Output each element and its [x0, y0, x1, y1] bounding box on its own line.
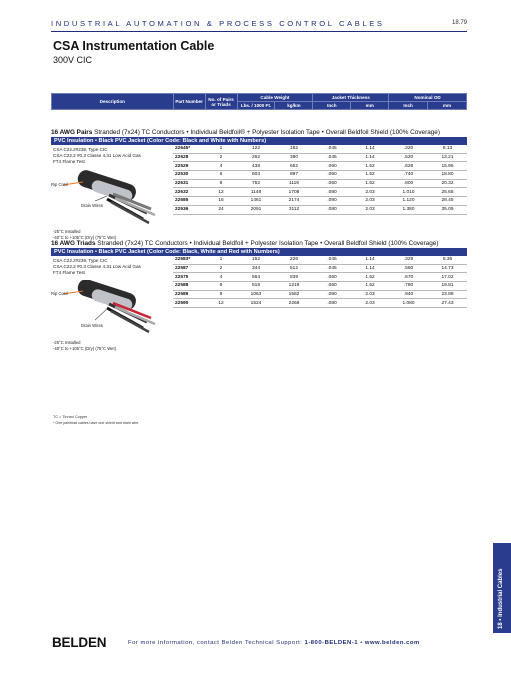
side-tab [493, 543, 511, 633]
table-cell: 1 [205, 145, 237, 153]
table-cell: 4 [205, 162, 237, 171]
table-cell: 20.32 [428, 179, 467, 188]
part-number-cell: 22587 [173, 264, 205, 273]
table-cell: 1.120 [389, 197, 428, 206]
table-cell: 1.14 [351, 256, 389, 264]
table-cell: 1148 [237, 188, 275, 197]
spec-line: CSA C22.2#239, Type CIC [53, 147, 108, 152]
spec-rows [173, 256, 467, 308]
col-jacket-inch: Inch [313, 102, 351, 110]
table-cell: 1063 [237, 290, 275, 299]
table-cell: 8.36 [428, 256, 467, 264]
table-cell: 19.81 [428, 282, 467, 291]
table-cell: 512 [275, 264, 313, 273]
table-cell: .520 [389, 153, 428, 162]
table-cell: 438 [237, 162, 275, 171]
table-cell: 2.03 [351, 197, 389, 206]
table-cell: 1 [205, 256, 237, 264]
table-cell: 564 [237, 273, 275, 282]
table-cell: .080 [313, 188, 351, 197]
table-cell: 152 [237, 256, 275, 264]
table-cell: .560 [389, 264, 428, 273]
spec-line: CSA C22.2 #0.3 Classe 4.31 Low Acid Gas [53, 153, 141, 159]
page-subtitle: 300V CIC [53, 55, 93, 65]
part-number-cell: 22628 [173, 153, 205, 162]
temperature-ratings [53, 229, 116, 240]
temp-range: -40°C to +105°C (Dry) (75°C Wet) [53, 234, 117, 240]
part-number-cell: 22536 [173, 205, 205, 214]
table-cell: 1.14 [351, 145, 389, 153]
table-cell: 652 [275, 162, 313, 171]
table-cell: 2 [205, 153, 237, 162]
temperature-ratings [53, 340, 116, 351]
spec-table-header [51, 93, 467, 110]
table-cell: 2.03 [351, 205, 389, 214]
table-cell: 25.65 [428, 188, 467, 197]
page-number: 18.79 [451, 20, 467, 26]
table-cell: 18.80 [428, 171, 467, 180]
table-cell: 8 [205, 290, 237, 299]
cable-diagram [51, 169, 171, 227]
spec-description [53, 258, 141, 277]
table-cell: 6 [205, 171, 237, 180]
table-cell: 262 [237, 153, 275, 162]
footnote: * One pair/triad cables have one shield and drain wire. [53, 421, 140, 425]
table-cell: 4 [205, 273, 237, 282]
table-cell: 1.380 [389, 205, 428, 214]
table-cell: 1.010 [389, 188, 428, 197]
table-cell: 897 [275, 171, 313, 180]
section-title-bold: 16 AWG Pairs [51, 129, 93, 136]
spec-rows-body [173, 145, 467, 214]
col-jacket-thickness: Jacket Thickness [313, 94, 389, 102]
table-cell: 2091 [237, 205, 275, 214]
section-title-bold: 16 AWG Triads [51, 240, 96, 247]
table-cell: 12 [205, 299, 237, 308]
tc-note: TC = Tinned Copper [53, 415, 88, 419]
table-cell: 122 [237, 145, 275, 153]
table-cell: .080 [313, 205, 351, 214]
table-cell: 2.03 [351, 299, 389, 308]
table-cell: 16 [205, 197, 237, 206]
table-row [173, 162, 467, 171]
table-row [173, 273, 467, 282]
table-cell: 27.43 [428, 299, 467, 308]
table-cell: 1.14 [351, 264, 389, 273]
table-cell: 23.88 [428, 290, 467, 299]
table-cell: 839 [275, 273, 313, 282]
page-title: CSA Instrumentation Cable [53, 39, 215, 53]
col-kgkm: kg/km [275, 102, 313, 110]
spec-description [53, 147, 141, 166]
header-rule [51, 31, 467, 32]
table-cell: 14.73 [428, 264, 467, 273]
spec-rows-body [173, 256, 467, 308]
cable-diagram [51, 280, 171, 338]
col-part-number: Part Number [173, 94, 205, 110]
col-pairs: No. of Pairs or Triads [205, 94, 237, 110]
table-cell: 2 [205, 264, 237, 273]
cable-drawing [63, 280, 155, 332]
table-cell: .060 [313, 273, 351, 282]
table-cell: 1.52 [351, 179, 389, 188]
drain-wires-label: Drain Wires [81, 323, 103, 328]
table-row [173, 179, 467, 188]
table-cell: 8.13 [428, 145, 467, 153]
table-cell: 1.52 [351, 162, 389, 171]
drain-wires-label: Drain Wires [81, 203, 103, 208]
table-cell: .060 [313, 282, 351, 291]
side-tab-label: 18 • Industrial Cables [498, 568, 504, 629]
table-cell: 8 [205, 179, 237, 188]
table-cell: .329 [389, 256, 428, 264]
part-number-cell: 22530 [173, 171, 205, 180]
table-row [173, 171, 467, 180]
table-cell: .320 [389, 145, 428, 153]
part-number-cell: 22588 [173, 282, 205, 291]
col-nominal-od: Nominal OD [389, 94, 467, 102]
table-row [173, 145, 467, 153]
part-number-cell: 22685 [173, 197, 205, 206]
spec-rows [173, 145, 467, 215]
table-cell: 1.52 [351, 171, 389, 180]
temp-installed: -25°C Installed [53, 340, 81, 345]
table-cell: 1.52 [351, 282, 389, 291]
footer-contact: For more information, contact Belden Technical Support: [128, 640, 305, 646]
table-cell: .800 [389, 179, 428, 188]
table-cell: 2268 [275, 299, 313, 308]
section-pairs [51, 129, 467, 240]
table-cell: 35.05 [428, 205, 467, 214]
table-cell: 390 [275, 153, 313, 162]
table-cell: 1.52 [351, 273, 389, 282]
table-cell: .940 [389, 290, 428, 299]
table-cell: .045 [313, 264, 351, 273]
footer-phone[interactable]: 1-800-BELDEN-1 [304, 640, 359, 646]
table-cell: .060 [313, 179, 351, 188]
page-header-banner: INDUSTRIAL AUTOMATION & PROCESS CONTROL CABLES [51, 19, 385, 28]
part-number-cell: 22645* [173, 145, 205, 153]
table-cell: .670 [389, 273, 428, 282]
insulation-bar: PVC Insulation • Black PVC Jacket (Color Code: Black and White with Numbers) [51, 137, 467, 145]
col-od-inch: Inch [389, 102, 428, 110]
table-cell: 12 [205, 188, 237, 197]
table-cell: 226 [275, 256, 313, 264]
table-row [173, 290, 467, 299]
spec-line: FT4 Flame Test [53, 270, 85, 276]
part-number-cell: 22631 [173, 179, 205, 188]
section-title [51, 129, 467, 137]
section-title [51, 240, 467, 248]
table-cell: .045 [313, 256, 351, 264]
table-cell: 3112 [275, 205, 313, 214]
table-cell: 1524 [237, 299, 275, 308]
table-cell: .080 [313, 290, 351, 299]
table-cell: .740 [389, 171, 428, 180]
insulation-bar: PVC Insulation • Black PVC Jacket (Color Code: Black, White and Red with Numbers) [51, 248, 467, 256]
table-cell: .780 [389, 282, 428, 291]
col-lbs: Lbs. / 1000 Ft. [237, 102, 275, 110]
table-row [173, 299, 467, 308]
section-title-rest: Stranded (7x24) TC Conductors • Individual Beldfoil + Polyester Isolation Tape • Overall Beldfoil Shield (100% Coverage) [95, 240, 439, 247]
spec-line: CSA C22.2#239, Type CIC [53, 258, 108, 263]
table-cell: 15.95 [428, 162, 467, 171]
col-od-mm: mm [428, 102, 467, 110]
table-row [173, 153, 467, 162]
table-cell: 182 [275, 145, 313, 153]
table-row [173, 256, 467, 264]
temp-installed: -25°C Installed [53, 229, 81, 234]
table-cell: 2.03 [351, 188, 389, 197]
part-number-cell: 22529 [173, 162, 205, 171]
table-cell: .080 [313, 197, 351, 206]
table-cell: 13.21 [428, 153, 467, 162]
col-cable-weight: Cable Weight [237, 94, 313, 102]
table-cell: .045 [313, 145, 351, 153]
table-cell: 344 [237, 264, 275, 273]
table-cell: 1582 [275, 290, 313, 299]
table-cell: 28.45 [428, 197, 467, 206]
col-jacket-mm: mm [351, 102, 389, 110]
table-cell: 17.02 [428, 273, 467, 282]
table-cell: .080 [313, 299, 351, 308]
spec-line: FT4 Flame Test [53, 159, 85, 165]
table-row [173, 282, 467, 291]
footer-text [128, 640, 420, 646]
table-row [173, 205, 467, 214]
table-row [173, 264, 467, 273]
table-cell: 1219 [275, 282, 313, 291]
part-number-cell: 22575 [173, 273, 205, 282]
table-row [173, 188, 467, 197]
table-cell: 24 [205, 205, 237, 214]
part-number-cell: 22632 [173, 188, 205, 197]
table-cell: 1.14 [351, 153, 389, 162]
rip-cord-label: Rip Cord [51, 291, 68, 296]
table-cell: 1119 [275, 179, 313, 188]
table-cell: .628 [389, 162, 428, 171]
belden-logo: BELDEN [52, 635, 107, 650]
table-cell: 603 [237, 171, 275, 180]
table-cell: 752 [237, 179, 275, 188]
table-cell: .045 [313, 153, 351, 162]
col-description: Description [52, 94, 174, 110]
section-triads [51, 240, 467, 351]
table-cell: 1708 [275, 188, 313, 197]
table-cell: 1.080 [389, 299, 428, 308]
table-cell: 6 [205, 282, 237, 291]
table-cell: 2174 [275, 197, 313, 206]
table-cell: .060 [313, 162, 351, 171]
rip-cord-label: Rip Cord [51, 182, 68, 187]
table-cell: .060 [313, 171, 351, 180]
part-number-cell: 22583* [173, 256, 205, 264]
table-cell: 2.03 [351, 290, 389, 299]
table-cell: 1461 [237, 197, 275, 206]
footer-website[interactable]: www.belden.com [364, 640, 420, 646]
table-row [173, 197, 467, 206]
part-number-cell: 22589 [173, 290, 205, 299]
cable-drawing [63, 169, 155, 223]
footer-separator: • [358, 640, 365, 646]
section-title-rest: Stranded (7x24) TC Conductors • Individual Beldfoil® + Polyester Isolation Tape • Overall Beldfoil Shield (100% Coverage) [92, 129, 440, 136]
temp-range: -40°C to +105°C (Dry) (75°C Wet) [53, 345, 117, 351]
spec-line: CSA C22.2 #0.3 Classe 4.31 Low Acid Gas [53, 264, 141, 270]
part-number-cell: 22590 [173, 299, 205, 308]
table-cell: 819 [237, 282, 275, 291]
